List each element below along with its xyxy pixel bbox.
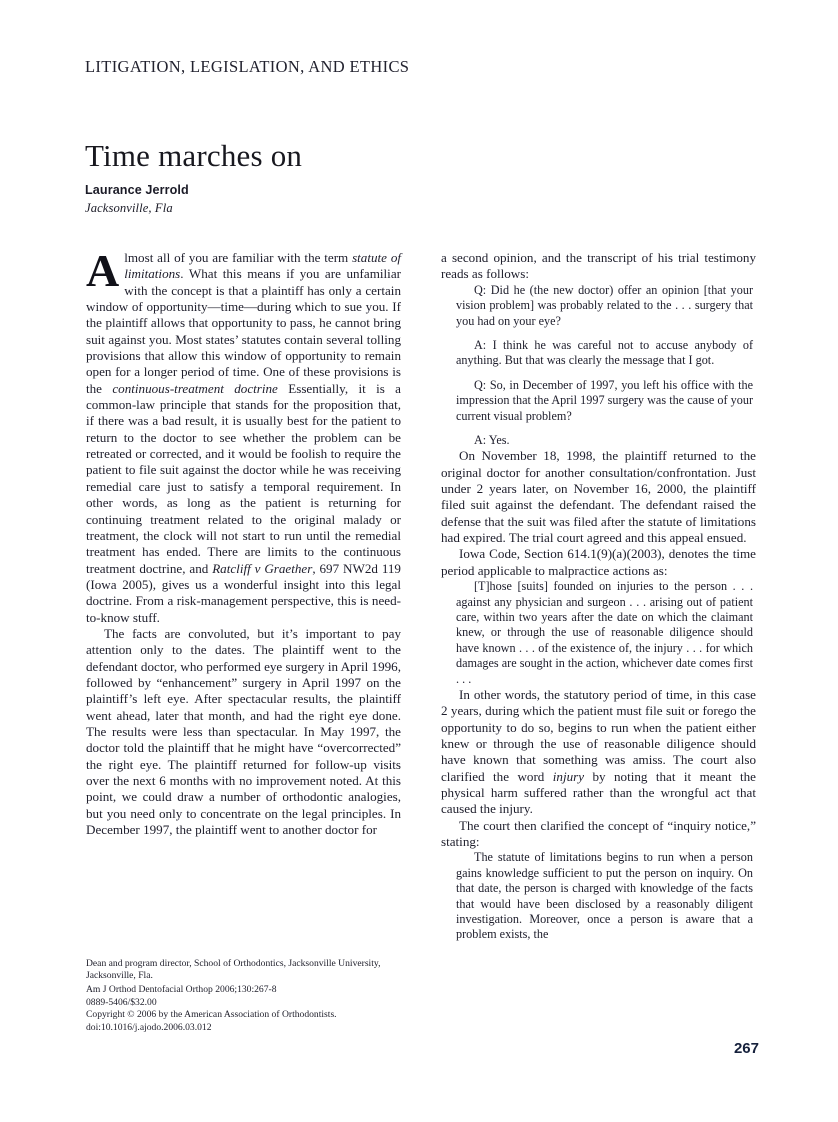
italic-term-injury: injury (552, 768, 585, 784)
paragraph-timeline: On November 18, 1998, the plaintiff returned to the original doctor for another consultation/confrontation. Just under 2 years later, on November 16, 2000, the plaintiff filed suit against the defendant. The defendant raised the defense that the suit was filed after the statute of limitations had expired. The trial court agreed and this appeal ensued. (441, 448, 756, 546)
footnote-doi: doi:10.1016/j.ajodo.2006.03.012 (86, 1021, 212, 1033)
column-left (86, 245, 401, 838)
blockquote-inquiry-notice-text: The statute of limitations begins to run when a person gains knowledge sufficient to put the person on inquiry. On that date, the person is charged with knowledge of the facts that would have been disclosed by a reasonably diligent investigation. Moreover, once a person is aware that a problem exists, the (456, 850, 753, 942)
italic-term-statute-of-limitations: statute of limitations (124, 250, 401, 282)
footnote-copyright: Copyright © 2006 by the American Association of Orthodontists. (86, 1009, 337, 1021)
footnote-journal-citation: Am J Orthod Dentofacial Orthop 2006;130:267-8 (86, 984, 277, 996)
paragraph-iowa-code: Iowa Code, Section 614.1(9)(a)(2003), denotes the time period applicable to malpractice actions as: (441, 546, 756, 578)
byline (85, 182, 189, 217)
footnote-issn-price: 0889-5406/$32.00 (86, 996, 157, 1008)
transcript-question-1: Q: Did he (the new doctor) offer an opinion [that your vision problem] was probably related to the . . . surgery that you had on your eye? (456, 282, 753, 328)
author-name: Laurance Jerrold (85, 183, 189, 197)
paragraph-text: . What this means if you are unfamiliar with the concept is that a plaintiff has only a certain window of opportunity—time—during which to sue you. If the plaintiff allows that opportunity to pass, he cannot bring suit against you. Most states’ statutes contain several tolling provisions that allow this window of opportunity to remain open for a longer period of time. One of these provisions is the (86, 266, 401, 396)
paragraph-text: , 697 NW2d 119 (Iowa 2005), gives us a wonderful insight into this legal doctrine. From a risk-management perspective, this is need-to-know stuff. (86, 560, 401, 625)
paragraph-facts: The facts are convoluted, but it’s important to pay attention only to the dates. The plaintiff went to the defendant doctor, who performed eye surgery in April 1996, followed by “enhancement” surgery in April 1997 on the plaintiff’s left eye. After spectacular results, the plaintiff went ahead, later that month, and had the right eye done. The results were less than spectacular. In May 1997, the doctor told the plaintiff that he might have “overcorrected” the right eye. The plaintiff returned for follow-up visits over the next 6 months with no improvement noted. At this point, we could draw a number of orthodontic analogies, but you need only to concentrate on the legal principles. In December 1997, the plaintiff went to another doctor for (86, 625, 401, 838)
footnote-affiliation: Dean and program director, School of Orthodontics, Jacksonville University, Jacksonville, Fla. (86, 958, 381, 982)
paragraph-text: by noting that it meant the physical harm suffered rather than the wrongful act that caused the injury. (441, 768, 756, 817)
paragraph-text: lmost all of you are familiar with the term (124, 250, 353, 265)
paragraph-intro (86, 245, 401, 626)
column-right (441, 250, 756, 943)
page-number: 267 (733, 1040, 759, 1057)
paragraph-text: Essentially, it is a common-law principle that stands for the proposition that, if there was a bad result, it is usually best for the patient to return to the doctor to see whether the problem can be retreated or corrected, and it would be foolish to require the patient to file suit against the doctor while he was receiving remedial care just to satisfy a temporal requirement. In other words, as long as the patient is returning for continuing treatment related to the original malady or treatment, the clock will not start to run until the remedial treatment has ended. There are limits to the continuous treatment doctrine, and (86, 380, 401, 576)
italic-case-citation: Ratcliff v Graether (212, 560, 313, 576)
section-heading: LITIGATION, LEGISLATION, AND ETHICS (85, 57, 410, 76)
italic-term-continuous-treatment-doctrine: continuous-treatment doctrine (112, 380, 278, 396)
paragraph-continuation: a second opinion, and the transcript of his trial testimony reads as follows: (441, 250, 756, 282)
blockquote-statute-text: [T]hose [suits] founded on injuries to the person . . . against any physician and surgeon . . . arising out of patient care, within two years after the date on which the claimant knew, or through the use of reasonable diligence should have known . . . of the existence of, the injury . . . for which damages are sought in the action, whichever date comes first . . . (456, 579, 753, 686)
footnote-block (86, 958, 406, 1034)
paragraph-inquiry-notice: The court then clarified the concept of “inquiry notice,” stating: (441, 817, 756, 850)
transcript-answer-1: A: I think he was careful not to accuse anybody of anything. But that was clearly the message that I got. (456, 337, 753, 368)
transcript-question-2: Q: So, in December of 1997, you left his office with the impression that the April 1997 surgery was the cause of your current visual problem? (456, 377, 753, 423)
transcript-answer-2: A: Yes. (474, 432, 510, 447)
paragraph-text: In other words, the statutory period of time, in this case 2 years, during which the patient must file suit or forego the opportunity to do so, begins to run when the patient either knew or through the use of reasonable diligence should have known that something was amiss. The court also clarified the word (441, 686, 756, 784)
page-title: Time marches on (85, 137, 303, 173)
drop-cap: A (86, 245, 120, 296)
paragraph-analysis (441, 687, 756, 818)
author-affiliation: Jacksonville, Fla (85, 201, 173, 215)
